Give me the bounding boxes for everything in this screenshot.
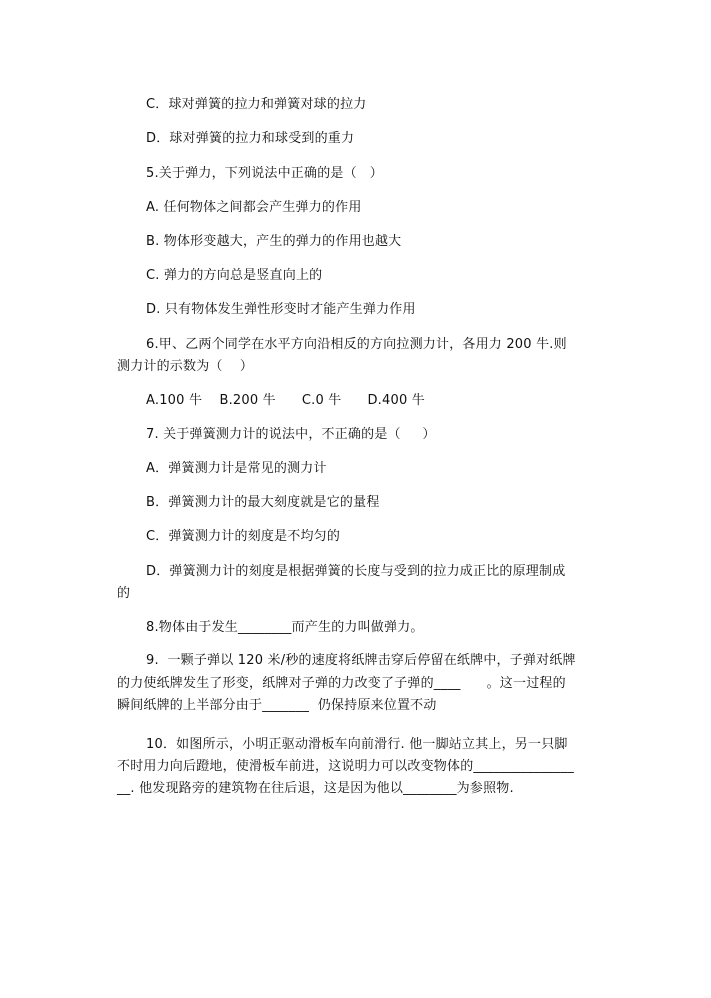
question-9-line-3: 瞬间纸牌的上半部分由于_______ 仍保持原来位置不动 [117, 698, 437, 713]
option-d-q7-line-1: D．弹簧测力计的刻度是根据弹簧的长度与受到的拉力成正比的原理制成 [146, 564, 566, 579]
option-a-q5: A. 任何物体之间都会产生弹力的作用 [146, 200, 362, 215]
question-5: 5.关于弹力，下列说法中正确的是（ ） [146, 166, 384, 181]
option-d-q5: D. 只有物体发生弹性形变时才能产生弹力作用 [146, 302, 416, 317]
option-d-q7-line-2: 的 [117, 586, 131, 601]
options-q6: A.100 牛 B.200 牛 C.0 牛 D.400 牛 [146, 393, 425, 408]
option-c-q4: C．球对弹簧的拉力和弹簧对球的拉力 [146, 97, 367, 112]
question-7: 7. 关于弹簧测力计的说法中，不正确的是（ ） [146, 427, 436, 442]
question-10-line-2: 不时用力向后蹬地，使滑板车前进，这说明力可以改变物体的_______________ [117, 759, 574, 774]
option-c-q7: C．弹簧测力计的刻度是不均匀的 [146, 529, 341, 544]
question-6-line-2: 测力计的示数为（ ） [117, 359, 254, 374]
option-a-q7: A．弹簧测力计是常见的测力计 [146, 461, 327, 476]
question-10-line-3: __. 他发现路旁的建筑物在往后退，这是因为他以________为参照物. [117, 781, 514, 796]
question-6-line-1: 6.甲、乙两个同学在水平方向沿相反的方向拉测力计，各用力 200 牛.则 [146, 337, 567, 352]
question-8: 8.物体由于发生________而产生的力叫做弹力。 [146, 620, 424, 635]
option-b-q7: B．弹簧测力计的最大刻度就是它的量程 [146, 495, 380, 510]
question-10-line-1: 10．如图所示，小明正驱动滑板车向前滑行. 他一脚站立其上，另一只脚 [146, 737, 568, 752]
option-c-q5: C. 弹力的方向总是竖直向上的 [146, 268, 323, 283]
option-d-q4: D．球对弹簧的拉力和球受到的重力 [146, 131, 355, 146]
option-b-q5: B. 物体形变越大，产生的弹力的作用也越大 [146, 234, 402, 249]
question-9-line-2: 的力使纸牌发生了形变，纸牌对子弹的力改变了子弹的____ 。这一过程的 [117, 676, 566, 691]
question-9-line-1: 9. 一颗子弹以 120 米/秒的速度将纸牌击穿后停留在纸牌中，子弹对纸牌 [146, 653, 576, 668]
